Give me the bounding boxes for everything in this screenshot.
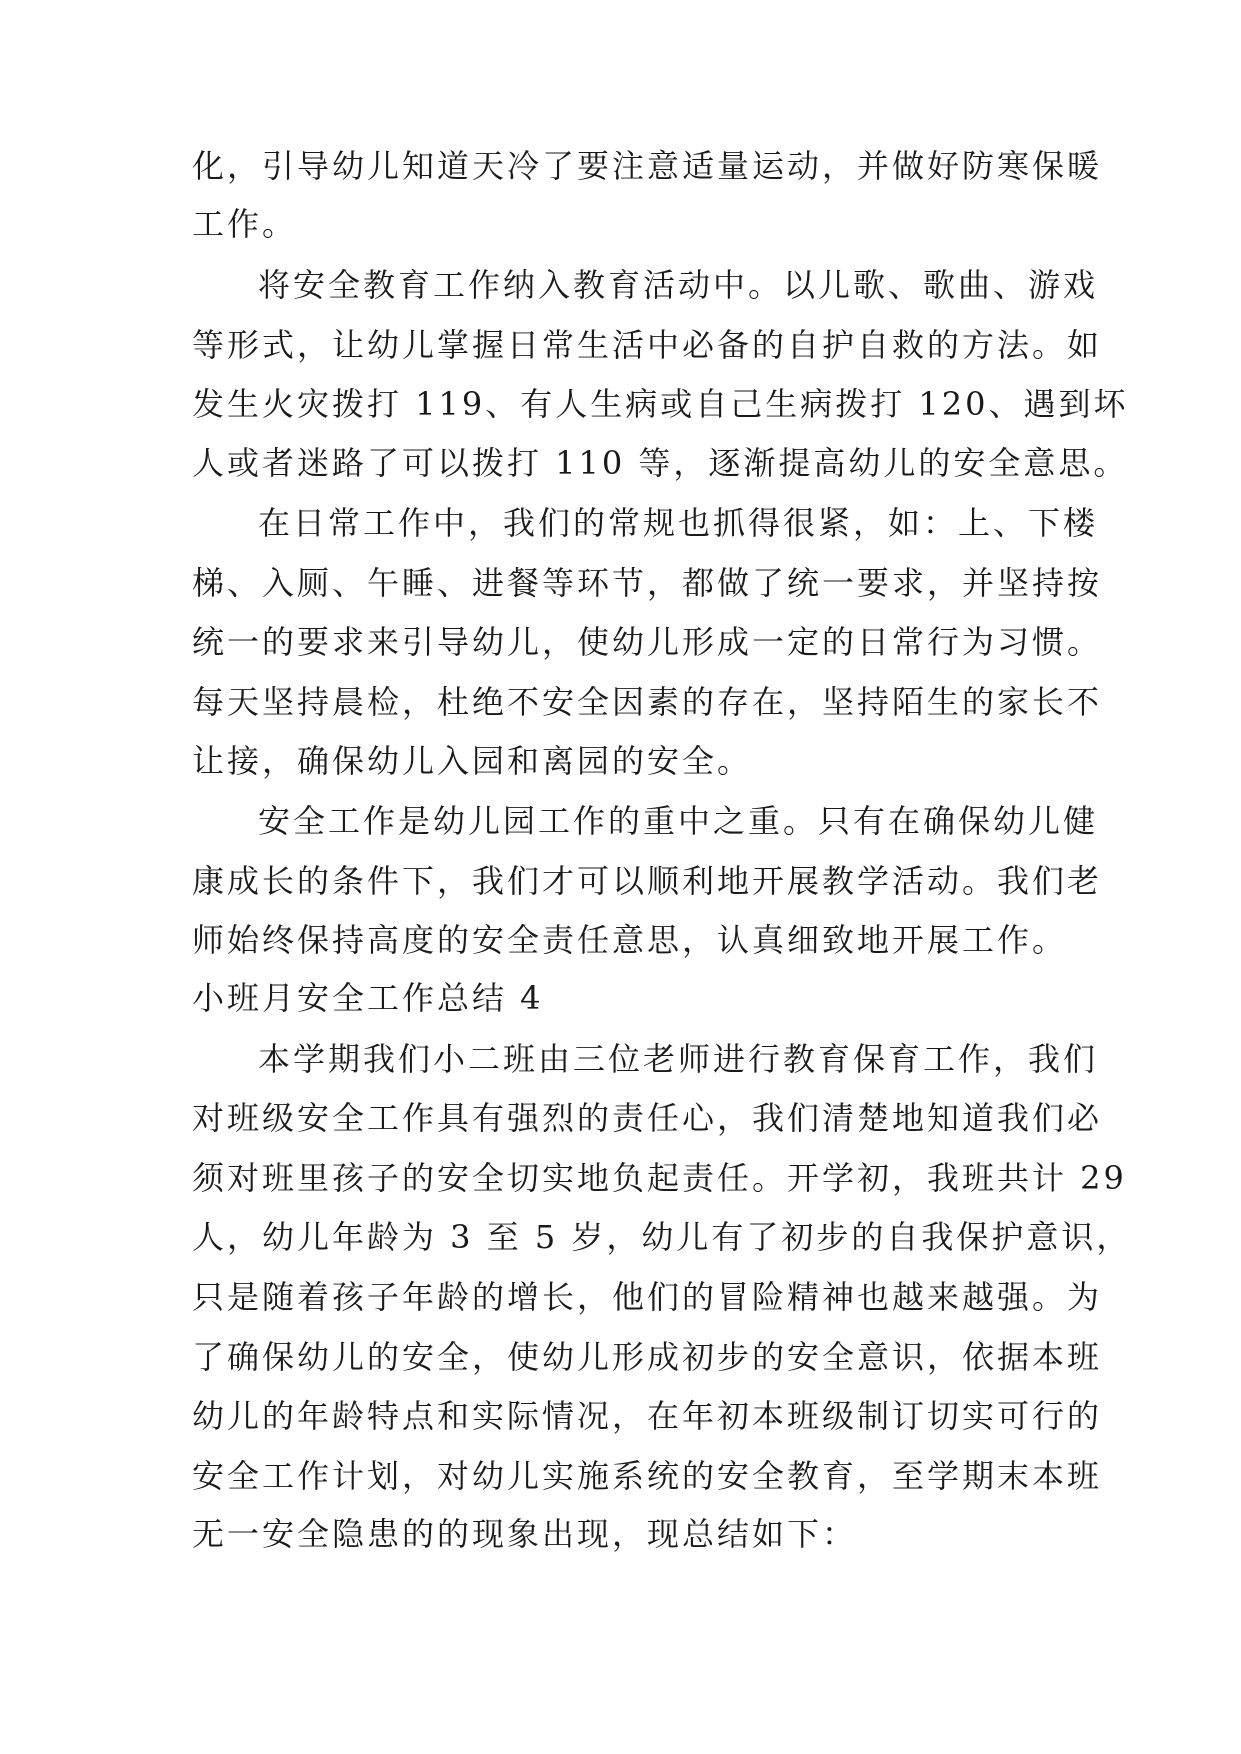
text-line: 师始终保持高度的安全责任意思，认真细致地开展工作。 xyxy=(192,921,1068,959)
text-line: 只是随着孩子年龄的增长，他们的冒险精神也越来越强。为 xyxy=(192,1278,1103,1316)
section-heading: 小班月安全工作总结 4 xyxy=(192,979,544,1017)
text-line: 化，引导幼儿知道天冷了要注意适量运动，并做好防寒保暖 xyxy=(192,147,1103,185)
text-line: 梯、入厕、午睡、进餐等环节，都做了统一要求，并坚持按 xyxy=(192,564,1103,602)
text-line: 人，幼儿年龄为 3 至 5 岁，幼儿有了初步的自我保护意识， xyxy=(192,1218,1132,1256)
text-line: 人或者迷路了可以拨打 110 等，逐渐提高幼儿的安全意思。 xyxy=(192,444,1129,482)
text-line: 每天坚持晨检，杜绝不安全因素的存在，坚持陌生的家长不 xyxy=(192,683,1103,721)
text-line: 工作。 xyxy=(192,205,298,243)
paragraph-first-line: 安全工作是幼儿园工作的重中之重。只有在确保幼儿健 xyxy=(258,802,1099,840)
text-line: 让接，确保幼儿入园和离园的安全。 xyxy=(192,742,753,780)
paragraph-first-line: 本学期我们小二班由三位老师进行教育保育工作，我们 xyxy=(258,1040,1099,1078)
paragraph-first-line: 将安全教育工作纳入教育活动中。以儿歌、歌曲、游戏 xyxy=(258,266,1099,304)
text-line: 发生火灾拨打 119、有人生病或自己生病拨打 120、遇到坏 xyxy=(192,385,1129,423)
text-line: 无一安全隐患的的现象出现，现总结如下： xyxy=(192,1515,858,1553)
text-line: 须对班里孩子的安全切实地负起责任。开学初，我班共计 29 xyxy=(192,1159,1127,1197)
text-line: 统一的要求来引导幼儿，使幼儿形成一定的日常行为习惯。 xyxy=(192,623,1103,661)
paragraph-first-line: 在日常工作中，我们的常规也抓得很紧，如：上、下楼 xyxy=(258,504,1099,542)
text-line: 康成长的条件下，我们才可以顺利地开展教学活动。我们老 xyxy=(192,862,1103,900)
text-line: 对班级安全工作具有强烈的责任心，我们清楚地知道我们必 xyxy=(192,1099,1103,1137)
text-line: 等形式，让幼儿掌握日常生活中必备的自护自救的方法。如 xyxy=(192,326,1103,364)
text-line: 了确保幼儿的安全，使幼儿形成初步的安全意识，依据本班 xyxy=(192,1338,1103,1376)
text-line: 安全工作计划，对幼儿实施系统的安全教育，至学期末本班 xyxy=(192,1457,1103,1495)
text-line: 幼儿的年龄特点和实际情况，在年初本班级制订切实可行的 xyxy=(192,1397,1103,1435)
